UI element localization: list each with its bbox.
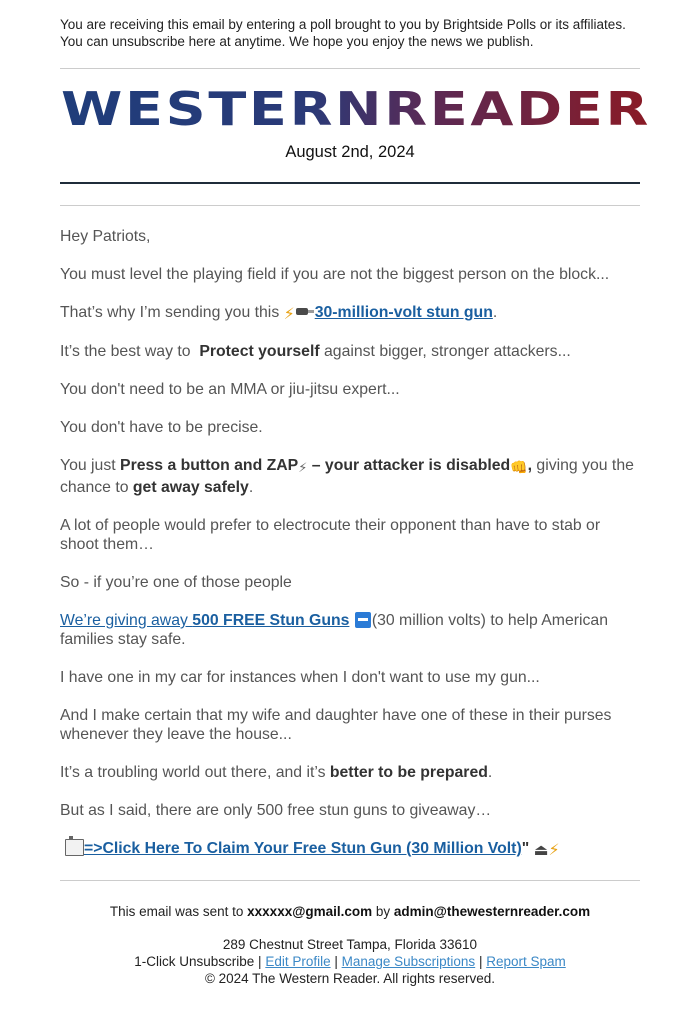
- paragraph-6-bold-1: Press a button and ZAP: [120, 457, 299, 474]
- paragraph-6-comma: ,: [527, 457, 533, 474]
- logo-text: WESTERNREADER: [61, 85, 651, 131]
- edit-profile-link[interactable]: Edit Profile: [265, 954, 331, 969]
- paragraph-6-before: You just: [60, 457, 121, 474]
- paragraph-3-before: It’s the best way to: [60, 343, 200, 360]
- issue-date: August 2nd, 2024: [285, 143, 415, 161]
- stun-gun-link[interactable]: [315, 304, 493, 321]
- paragraph-5: You don't have to be precise.: [60, 419, 263, 436]
- paragraph-10: I have one in my car for instances when I don't want to use my gun...: [60, 669, 540, 686]
- package-icon: [65, 839, 84, 856]
- paragraph-12-before: It’s a troubling world out there, and it’s: [60, 764, 330, 781]
- cta-quote: ": [521, 840, 530, 857]
- footer-sep-3: |: [475, 954, 487, 969]
- paragraph-1: You must level the playing field if you are not the biggest person on the block...: [60, 266, 610, 283]
- divider-dark: [60, 182, 640, 184]
- footer-links: [60, 953, 640, 970]
- paragraph-6-end: .: [248, 479, 254, 496]
- divider-second: [60, 205, 640, 206]
- paragraph-6: [60, 456, 640, 497]
- preheader-text: You are receiving this email by entering a poll brought to you by Brightside Polls or its affiliates. You can unsubscribe here at anytime. We hope you enjoy the news we publish.: [60, 17, 626, 49]
- email-container: [60, 0, 651, 987]
- free-stun-guns-link-bold: 500 FREE Stun Guns: [192, 612, 350, 629]
- sent-by: by: [372, 904, 394, 919]
- report-spam-link[interactable]: Report Spam: [486, 954, 566, 969]
- one-click-unsubscribe[interactable]: 1-Click Unsubscribe: [134, 954, 255, 969]
- paragraph-12: [60, 763, 640, 782]
- footer-sep-1: |: [254, 954, 266, 969]
- divider-top: [60, 68, 640, 69]
- sender-email: admin@thewesternreader.com: [393, 904, 591, 919]
- eject-icon: ⏏: [533, 840, 549, 859]
- paragraph-2: [60, 303, 640, 323]
- footer: [60, 904, 640, 987]
- paragraph-13: But as I said, there are only 500 free stun guns to giveaway…: [60, 802, 492, 819]
- lightning-icon: ⚡: [283, 304, 295, 323]
- paragraph-9-after: (30 million volts) to help American families stay safe.: [60, 612, 608, 648]
- paragraph-6-bold-3: get away safely: [132, 479, 249, 496]
- email-body: [60, 227, 640, 859]
- manage-subscriptions-link[interactable]: Manage Subscriptions: [341, 954, 476, 969]
- paragraph-12-bold: better to be prepared: [329, 764, 488, 781]
- sent-prefix: This email was sent to: [109, 904, 248, 919]
- footer-sep-2: |: [330, 954, 342, 969]
- paragraph-3-bold: Protect yourself: [199, 343, 320, 360]
- lightning-icon-cta: ⚡: [548, 840, 560, 859]
- zap-icon: ⚡: [298, 461, 308, 476]
- paragraph-7: A lot of people would prefer to electrocute their opponent than have to stab or shoot them…: [60, 517, 601, 553]
- paragraph-11: And I make certain that my wife and daughter have one of these in their purses whenever they leave the house...: [60, 707, 612, 743]
- stun-gun-icon: [296, 307, 314, 316]
- stun-gun-link-text: 30-million-volt stun gun: [314, 304, 493, 321]
- fist-icon: 👊: [510, 460, 528, 476]
- free-stun-guns-link-text: We’re giving away: [60, 612, 193, 629]
- sent-to-line: [60, 904, 640, 919]
- paragraph-3: [60, 342, 640, 361]
- claim-stun-gun-link[interactable]: =>Click Here To Claim Your Free Stun Gun (30 Million Volt): [84, 840, 522, 857]
- paragraph-12-end: .: [487, 764, 493, 781]
- paragraph-2-text: That’s why I’m sending you this: [60, 304, 284, 321]
- address: 289 Chestnut Street Tampa, Florida 33610: [222, 937, 478, 952]
- divider-footer: [60, 880, 640, 881]
- paragraph-6-mid: giving you the chance to: [60, 457, 634, 496]
- free-badge-icon: [355, 612, 371, 628]
- recipient-email: xxxxxx@gmail.com: [247, 904, 373, 919]
- logo[interactable]: [60, 85, 651, 131]
- paragraph-3-after: against bigger, stronger attackers...: [319, 343, 571, 360]
- paragraph-8: So - if you’re one of those people: [60, 574, 292, 591]
- paragraph-6-bold-2: – your attacker is disabled: [307, 457, 511, 474]
- free-stun-guns-link[interactable]: [60, 612, 349, 629]
- paragraph-4: You don't need to be an MMA or jiu-jitsu expert...: [60, 381, 400, 398]
- paragraph-9: [60, 611, 640, 649]
- paragraph-2-end: .: [492, 304, 498, 321]
- western-reader-logo-graphic: [60, 85, 652, 131]
- cta-line: [60, 839, 640, 859]
- greeting: Hey Patriots,: [60, 228, 151, 245]
- copyright: © 2024 The Western Reader. All rights reserved.: [204, 971, 496, 986]
